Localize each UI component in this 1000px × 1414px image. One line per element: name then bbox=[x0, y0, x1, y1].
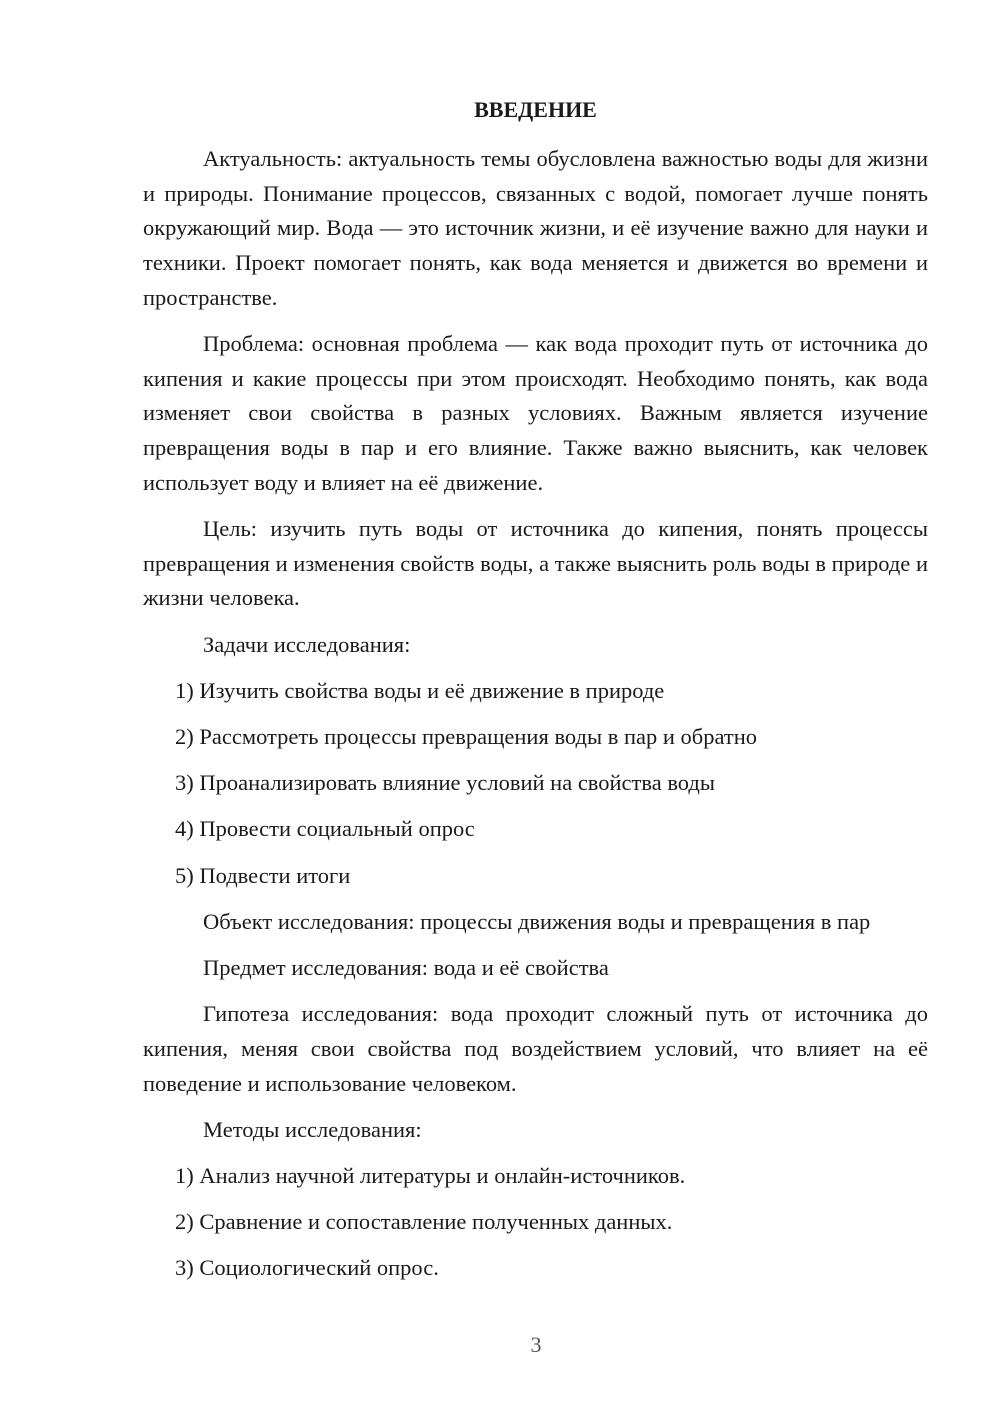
page-title: ВВЕДЕНИЕ bbox=[474, 97, 597, 122]
problem-paragraph: Проблема: основная проблема — как вода проходит путь от источника до кипения и какие процессы при этом происходят. Необходимо понять, как вода изменяет свои свойства в разных условиях. Важным является изучение превращения воды в пар и его влияние. Также важно выяснить, как человек использует воду и влияет на её движение. bbox=[143, 331, 928, 495]
task-item: 5) Подвести итоги bbox=[175, 862, 351, 888]
methods-list bbox=[143, 1159, 928, 1286]
task-item: 3) Проанализировать влияние условий на свойства воды bbox=[175, 770, 715, 796]
relevance-paragraph: Актуальность: актуальность темы обусловлена важностью воды для жизни и природы. Понимание процессов, связанных с водой, помогает лучше понять окружающий мир. Вода — это источник жизни, и её изучение важно для науки и техники. Проект помогает понять, как вода меняется и движется во времени и пространстве. bbox=[143, 146, 928, 310]
goal-paragraph: Цель: изучить путь воды от источника до кипения, понять процессы превращения и изменения свойств воды, а также выяснить роль воды в природе и жизни человека. bbox=[143, 516, 928, 611]
method-item: 3) Социологический опрос. bbox=[175, 1255, 439, 1281]
object-paragraph: Объект исследования: процессы движения воды и превращения в пар bbox=[203, 908, 871, 934]
tasks-heading: Задачи исследования: bbox=[203, 631, 411, 657]
method-item: 1) Анализ научной литературы и онлайн-источников. bbox=[175, 1163, 686, 1189]
document-page bbox=[143, 95, 928, 1298]
subject-paragraph: Предмет исследования: вода и её свойства bbox=[203, 955, 609, 981]
task-item: 1) Изучить свойства воды и её движение в природе bbox=[175, 677, 665, 703]
task-item: 4) Провести социальный опрос bbox=[175, 816, 475, 842]
task-item: 2) Рассмотреть процессы превращения воды в пар и обратно bbox=[175, 724, 758, 750]
methods-heading: Методы исследования: bbox=[203, 1116, 422, 1142]
tasks-list bbox=[143, 674, 928, 894]
page-number: 3 bbox=[530, 1332, 542, 1357]
method-item: 2) Сравнение и сопоставление полученных данных. bbox=[175, 1209, 673, 1235]
hypothesis-paragraph: Гипотеза исследования: вода проходит сложный путь от источника до кипения, меняя свои свойства под воздействием условий, что влияет на её поведение и использование человеком. bbox=[143, 1001, 928, 1096]
